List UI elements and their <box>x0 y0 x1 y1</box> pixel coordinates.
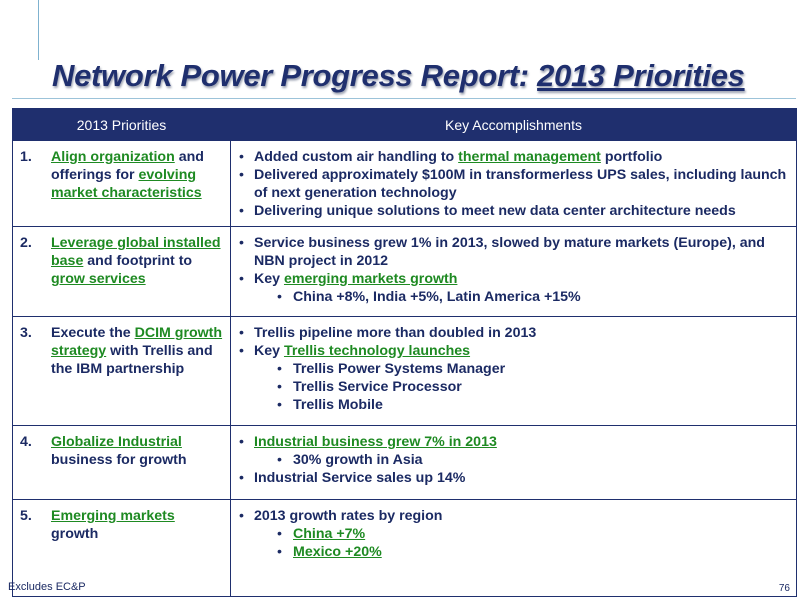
bullet-list <box>238 234 790 306</box>
priorities-table <box>12 108 797 597</box>
priority-number: 3. <box>20 325 32 341</box>
text-segment: and footprint to <box>83 253 193 269</box>
header-priorities: 2013 Priorities <box>13 109 231 141</box>
bullet-item <box>238 148 790 166</box>
priority-cell <box>13 317 231 426</box>
link-text[interactable]: evolving market characteristics <box>51 167 202 201</box>
priority-text <box>51 507 226 543</box>
sub-bullet-item <box>238 378 790 396</box>
bullet-item <box>238 324 790 342</box>
accomplishments-cell <box>231 227 797 317</box>
link-text[interactable]: Industrial business grew 7% in 2013 <box>254 434 497 450</box>
priority-cell <box>13 227 231 317</box>
bullet-list <box>238 148 790 220</box>
table-row <box>13 141 797 227</box>
text-segment: 2013 growth rates by region <box>254 508 443 524</box>
text-segment: Execute the <box>51 325 135 341</box>
text-segment: and offerings for <box>51 149 204 183</box>
bullet-list <box>238 433 790 487</box>
sub-bullet-item <box>238 543 790 561</box>
priority-cell <box>13 426 231 500</box>
link-text[interactable]: Align organization <box>51 149 175 165</box>
sub-bullet-item <box>238 451 790 469</box>
text-segment: Trellis Power Systems Manager <box>293 361 506 377</box>
link-text[interactable]: Trellis technology launches <box>283 343 471 359</box>
page-number: 76 <box>778 583 790 594</box>
table-row <box>13 426 797 500</box>
table-body <box>13 141 797 597</box>
accomplishments-cell <box>231 426 797 500</box>
sub-bullet-list <box>238 288 790 306</box>
bullet-item <box>238 469 790 487</box>
priority-item <box>20 324 226 378</box>
priority-text <box>51 324 226 378</box>
sub-bullet-list <box>238 525 790 561</box>
text-segment: Added custom air handling to <box>254 149 459 165</box>
accomplishments-cell <box>231 141 797 227</box>
sub-bullet-item <box>238 396 790 414</box>
text-segment: business for growth <box>51 452 187 468</box>
text-segment: Industrial Service sales up 14% <box>254 470 466 486</box>
text-segment: China +8%, India +5%, Latin America +15% <box>293 289 581 305</box>
text-segment: Trellis Mobile <box>293 397 383 413</box>
priority-number: 4. <box>20 434 32 450</box>
bullet-item <box>238 507 790 561</box>
decorative-vertical-line <box>38 0 39 60</box>
priority-cell <box>13 141 231 227</box>
link-text[interactable]: Globalize Industrial <box>51 434 182 450</box>
sub-bullet-item <box>238 525 790 543</box>
table-row <box>13 227 797 317</box>
bullet-item <box>238 342 790 414</box>
text-segment: Key <box>254 343 284 359</box>
text-segment: 30% growth in Asia <box>293 452 423 468</box>
text-segment: Delivering unique solutions to meet new data center architecture needs <box>254 203 736 219</box>
text-segment: Service business grew 1% in 2013, slowed by mature markets (Europe), and NBN project in 2012 <box>254 235 765 269</box>
text-segment: Delivered approximately $100M in transformerless UPS sales, including launch of next generation technology <box>254 167 787 201</box>
link-text[interactable]: emerging markets growth <box>283 271 458 287</box>
priority-number: 2. <box>20 235 32 251</box>
priority-text <box>51 234 226 288</box>
text-segment: growth <box>51 526 99 542</box>
bullet-item <box>238 234 790 270</box>
bullet-item <box>238 270 790 306</box>
sub-bullet-list <box>238 360 790 414</box>
page-title <box>52 58 745 94</box>
priority-text <box>51 148 226 202</box>
text-segment: Key <box>254 271 284 287</box>
table-row <box>13 500 797 597</box>
link-text[interactable]: grow services <box>51 271 146 287</box>
sub-bullet-item <box>238 288 790 306</box>
sub-bullet-item <box>238 360 790 378</box>
header-accomplishments: Key Accomplishments <box>231 109 797 141</box>
text-segment: with Trellis and the IBM partnership <box>51 343 213 377</box>
priority-text <box>51 433 226 469</box>
link-text[interactable]: thermal management <box>458 149 601 165</box>
bullet-item <box>238 433 790 469</box>
link-text[interactable]: Emerging markets <box>51 508 175 524</box>
footnote: Excludes EC&P <box>8 581 86 593</box>
bullet-item <box>238 166 790 202</box>
accomplishments-cell <box>231 317 797 426</box>
priority-item <box>20 433 226 469</box>
bullet-list <box>238 324 790 414</box>
table-header-row <box>13 109 797 141</box>
priority-number: 1. <box>20 149 32 165</box>
title-emphasis: 2013 Priorities <box>537 58 745 93</box>
link-text[interactable]: DCIM growth strategy <box>51 325 223 359</box>
accomplishments-cell <box>231 500 797 597</box>
text-segment: portfolio <box>600 149 663 165</box>
bullet-item <box>238 202 790 220</box>
link-text[interactable]: Leverage global installed base <box>51 235 221 269</box>
priority-item <box>20 507 226 543</box>
title-main: Network Power Progress Report: <box>52 58 538 93</box>
link-text[interactable]: China +7% <box>293 526 366 542</box>
priority-item <box>20 148 226 202</box>
sub-bullet-list <box>238 451 790 469</box>
text-segment: Trellis pipeline more than doubled in 2013 <box>254 325 537 341</box>
text-segment: Trellis Service Processor <box>293 379 462 395</box>
table-row <box>13 317 797 426</box>
link-text[interactable]: Mexico +20% <box>293 544 382 560</box>
title-divider <box>12 98 796 99</box>
priority-number: 5. <box>20 508 32 524</box>
priority-item <box>20 234 226 288</box>
bullet-list <box>238 507 790 561</box>
